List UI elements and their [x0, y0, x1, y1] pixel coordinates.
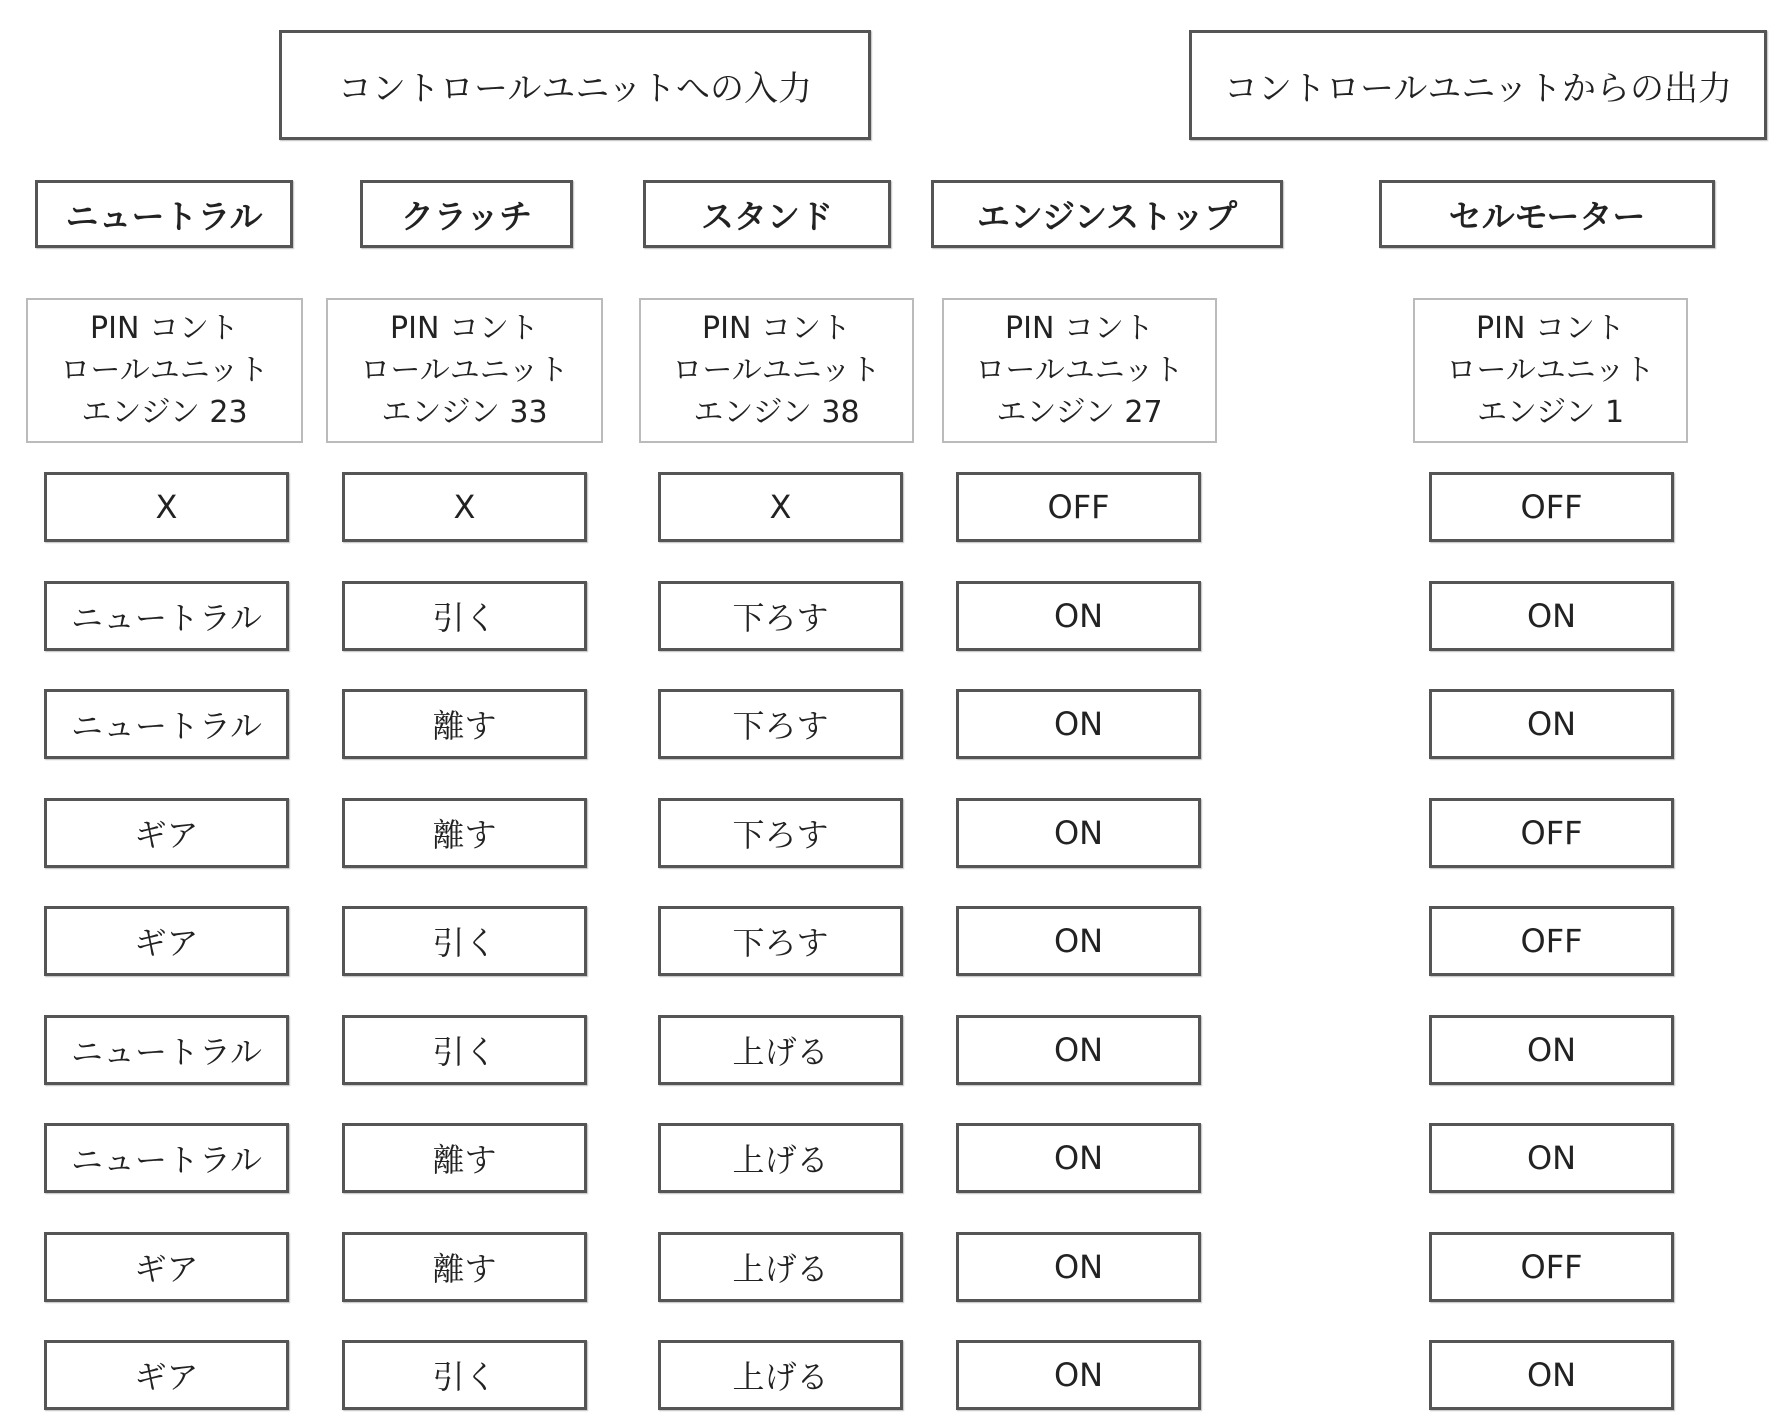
state-cell: OFF: [1429, 798, 1674, 868]
state-cell: ギア: [44, 906, 289, 976]
pin-label-line: ロールユニット: [360, 352, 569, 388]
pin-label-col-2: [639, 298, 914, 443]
output-title: コントロールユニットからの出力: [1189, 30, 1767, 140]
state-cell: 引く: [342, 1015, 587, 1085]
state-cell: ON: [1429, 581, 1674, 651]
state-cell: 離す: [342, 798, 587, 868]
pin-label-line: PIN コント: [702, 310, 851, 346]
state-cell: 上げる: [658, 1123, 903, 1193]
state-cell: ニュートラル: [44, 1123, 289, 1193]
state-cell: ギア: [44, 1232, 289, 1302]
state-cell: ON: [956, 798, 1201, 868]
state-cell: ニュートラル: [44, 581, 289, 651]
state-cell: ON: [956, 906, 1201, 976]
pin-label-line: エンジン 1: [1476, 394, 1625, 430]
state-cell: 引く: [342, 1340, 587, 1410]
pin-label-col-0: [26, 298, 303, 443]
pin-label-line: エンジン 38: [693, 394, 860, 430]
pin-label-col-3: [942, 298, 1217, 443]
state-cell: X: [658, 472, 903, 542]
header-clutch: クラッチ: [360, 180, 573, 248]
state-cell: OFF: [956, 472, 1201, 542]
state-cell: ON: [956, 1123, 1201, 1193]
state-cell: ON: [1429, 689, 1674, 759]
pin-label-col-4: [1413, 298, 1688, 443]
state-cell: ON: [956, 1340, 1201, 1410]
header-starter-motor: セルモーター: [1379, 180, 1715, 248]
state-cell: ON: [1429, 1123, 1674, 1193]
pin-label-line: エンジン 27: [996, 394, 1163, 430]
state-cell: OFF: [1429, 1232, 1674, 1302]
pin-label-line: エンジン 23: [81, 394, 248, 430]
state-cell: X: [44, 472, 289, 542]
state-cell: 下ろす: [658, 906, 903, 976]
state-cell: OFF: [1429, 906, 1674, 976]
header-engine-stop: エンジンストップ: [931, 180, 1283, 248]
pin-label-line: PIN コント: [1476, 310, 1625, 346]
state-cell: X: [342, 472, 587, 542]
state-cell: 下ろす: [658, 798, 903, 868]
state-cell: ON: [956, 1015, 1201, 1085]
pin-label-line: ロールユニット: [672, 352, 881, 388]
input-title: コントロールユニットへの入力: [279, 30, 871, 140]
state-cell: 上げる: [658, 1340, 903, 1410]
pin-label-col-1: [326, 298, 603, 443]
pin-label-line: PIN コント: [1005, 310, 1154, 346]
state-cell: ギア: [44, 1340, 289, 1410]
state-cell: 上げる: [658, 1232, 903, 1302]
state-cell: 離す: [342, 1232, 587, 1302]
state-cell: 上げる: [658, 1015, 903, 1085]
state-cell: 離す: [342, 1123, 587, 1193]
pin-label-line: ロールユニット: [60, 352, 269, 388]
state-cell: 引く: [342, 906, 587, 976]
state-cell: ON: [1429, 1340, 1674, 1410]
state-cell: 引く: [342, 581, 587, 651]
state-cell: 下ろす: [658, 581, 903, 651]
state-cell: OFF: [1429, 472, 1674, 542]
state-cell: ON: [956, 581, 1201, 651]
header-neutral: ニュートラル: [35, 180, 293, 248]
state-cell: 下ろす: [658, 689, 903, 759]
state-cell: ギア: [44, 798, 289, 868]
pin-label-line: PIN コント: [90, 310, 239, 346]
state-cell: 離す: [342, 689, 587, 759]
state-cell: ニュートラル: [44, 1015, 289, 1085]
state-cell: ON: [1429, 1015, 1674, 1085]
state-cell: ニュートラル: [44, 689, 289, 759]
header-stand: スタンド: [643, 180, 891, 248]
pin-label-line: ロールユニット: [975, 352, 1184, 388]
pin-label-line: ロールユニット: [1446, 352, 1655, 388]
state-cell: ON: [956, 689, 1201, 759]
pin-label-line: エンジン 33: [381, 394, 548, 430]
state-cell: ON: [956, 1232, 1201, 1302]
pin-label-line: PIN コント: [390, 310, 539, 346]
